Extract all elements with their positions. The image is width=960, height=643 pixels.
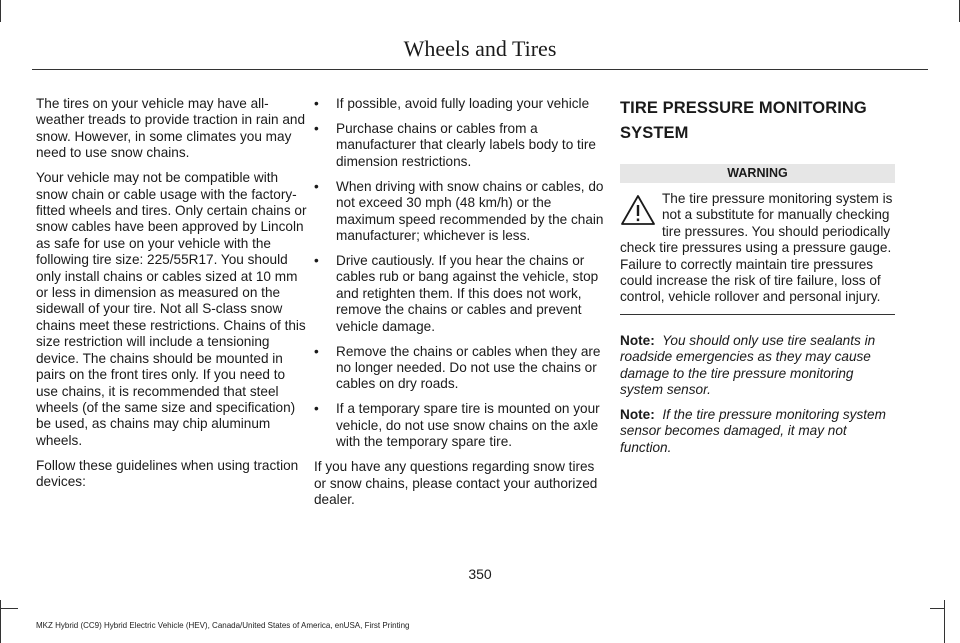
- column-2: [314, 96, 604, 517]
- section-heading-line: TIRE PRESSURE MONITORING: [620, 99, 867, 117]
- list-item-text: If a temporary spare tire is mounted on your vehicle, do not use snow chains on the axle with the temporary spare tire.: [336, 401, 600, 450]
- warning-label: WARNING: [620, 164, 895, 183]
- list-item: [314, 401, 604, 450]
- note: [620, 333, 895, 399]
- note-text: If the tire pressure monitoring system sensor becomes damaged, it may not function.: [620, 407, 886, 455]
- header-divider: [32, 69, 928, 70]
- footer-text: MKZ Hybrid (CC9) Hybrid Electric Vehicle (HEV), Canada/United States of America, enUSA, First Printing: [36, 621, 410, 630]
- list-item: [314, 344, 604, 393]
- bullet-icon: •: [314, 121, 319, 136]
- bullet-icon: •: [314, 96, 319, 111]
- warning-triangle-icon: [620, 194, 656, 226]
- bullet-icon: •: [314, 343, 319, 359]
- list-item-text: Purchase chains or cables from a manufacturer that clearly labels body to tire dimension restrictions.: [336, 121, 596, 169]
- note-text: You should only use tire sealants in roadside emergencies as they may cause damage to the tire pressure monitoring system sensor.: [620, 332, 876, 398]
- note-label: Note:: [620, 407, 655, 423]
- paragraph: The tires on your vehicle may have all-weather treads to provide traction in rain and snow. However, in some climates you may need to use snow chains.: [36, 96, 306, 161]
- page-title: Wheels and Tires: [403, 36, 557, 61]
- list-item: [314, 121, 604, 170]
- list-item: [314, 96, 604, 112]
- warning-text: The tire pressure monitoring system is not a substitute for manually checking tire pressures. You should periodically check tire pressures using a pressure gauge. Failure to correctly maintain tire pressures could increase the risk of tire failure, loss of control, vehicle rollover and personal injury.: [620, 191, 893, 305]
- column-1: [36, 96, 308, 499]
- list-item-text: Drive cautiously. If you hear the chains or cables rub or bang against the vehicle, stop and retighten them. If this does not work, remove the chains or cables and prevent vehicle damage.: [336, 253, 599, 334]
- bullet-icon: •: [314, 401, 319, 417]
- list-item-text: Remove the chains or cables when they are no longer needed. Do not use the chains or cables on dry roads.: [336, 343, 601, 392]
- crop-mark: [944, 600, 945, 643]
- bullet-icon: •: [314, 253, 319, 269]
- crop-mark: [930, 608, 945, 609]
- column-3: [620, 96, 895, 465]
- section-heading-line: SYSTEM: [620, 124, 689, 142]
- notes: [620, 333, 895, 456]
- crop-mark: [0, 0, 1, 22]
- list-item-text: When driving with snow chains or cables, do not exceed 30 mph (48 km/h) or the maximum speed recommended by the chain manufacturer; whichever is less.: [336, 178, 604, 244]
- section-heading: [620, 96, 895, 146]
- guidelines-list: [314, 96, 604, 451]
- paragraph: Your vehicle may not be compatible with snow chain or cable usage with the factory-fitted wheels and tires. Only certain chains or snow cables have been approved by Lincoln as safe for use on your vehicle with the following tire size: 225/55R17. You should only install chains or cables sized at 10 mm or less in dimension as measured on the sidewall of your tire. Not all S-class snow chains meet these restrictions. Chains of this size restriction will include a tensioning device. The chains should be mounted in pairs on the front tires only. If you need to use chains, it is recommended that steel wheels (of the same size and specification) be used, as chains may chip aluminum wheels.: [36, 170, 307, 448]
- warning-divider: [620, 314, 895, 315]
- page-number: 350: [468, 566, 492, 582]
- closing-paragraph: If you have any questions regarding snow tires or snow chains, please contact your authorized dealer.: [314, 459, 598, 508]
- crop-mark: [0, 608, 18, 609]
- list-item: [314, 253, 604, 335]
- bullet-icon: •: [314, 178, 319, 194]
- paragraph: Follow these guidelines when using traction devices:: [36, 457, 299, 490]
- list-item-text: If possible, avoid fully loading your vehicle: [336, 96, 590, 111]
- list-item: [314, 179, 604, 245]
- warning-box: [620, 191, 895, 306]
- crop-mark: [0, 600, 1, 643]
- note-label: Note:: [620, 332, 655, 348]
- note: [620, 407, 895, 456]
